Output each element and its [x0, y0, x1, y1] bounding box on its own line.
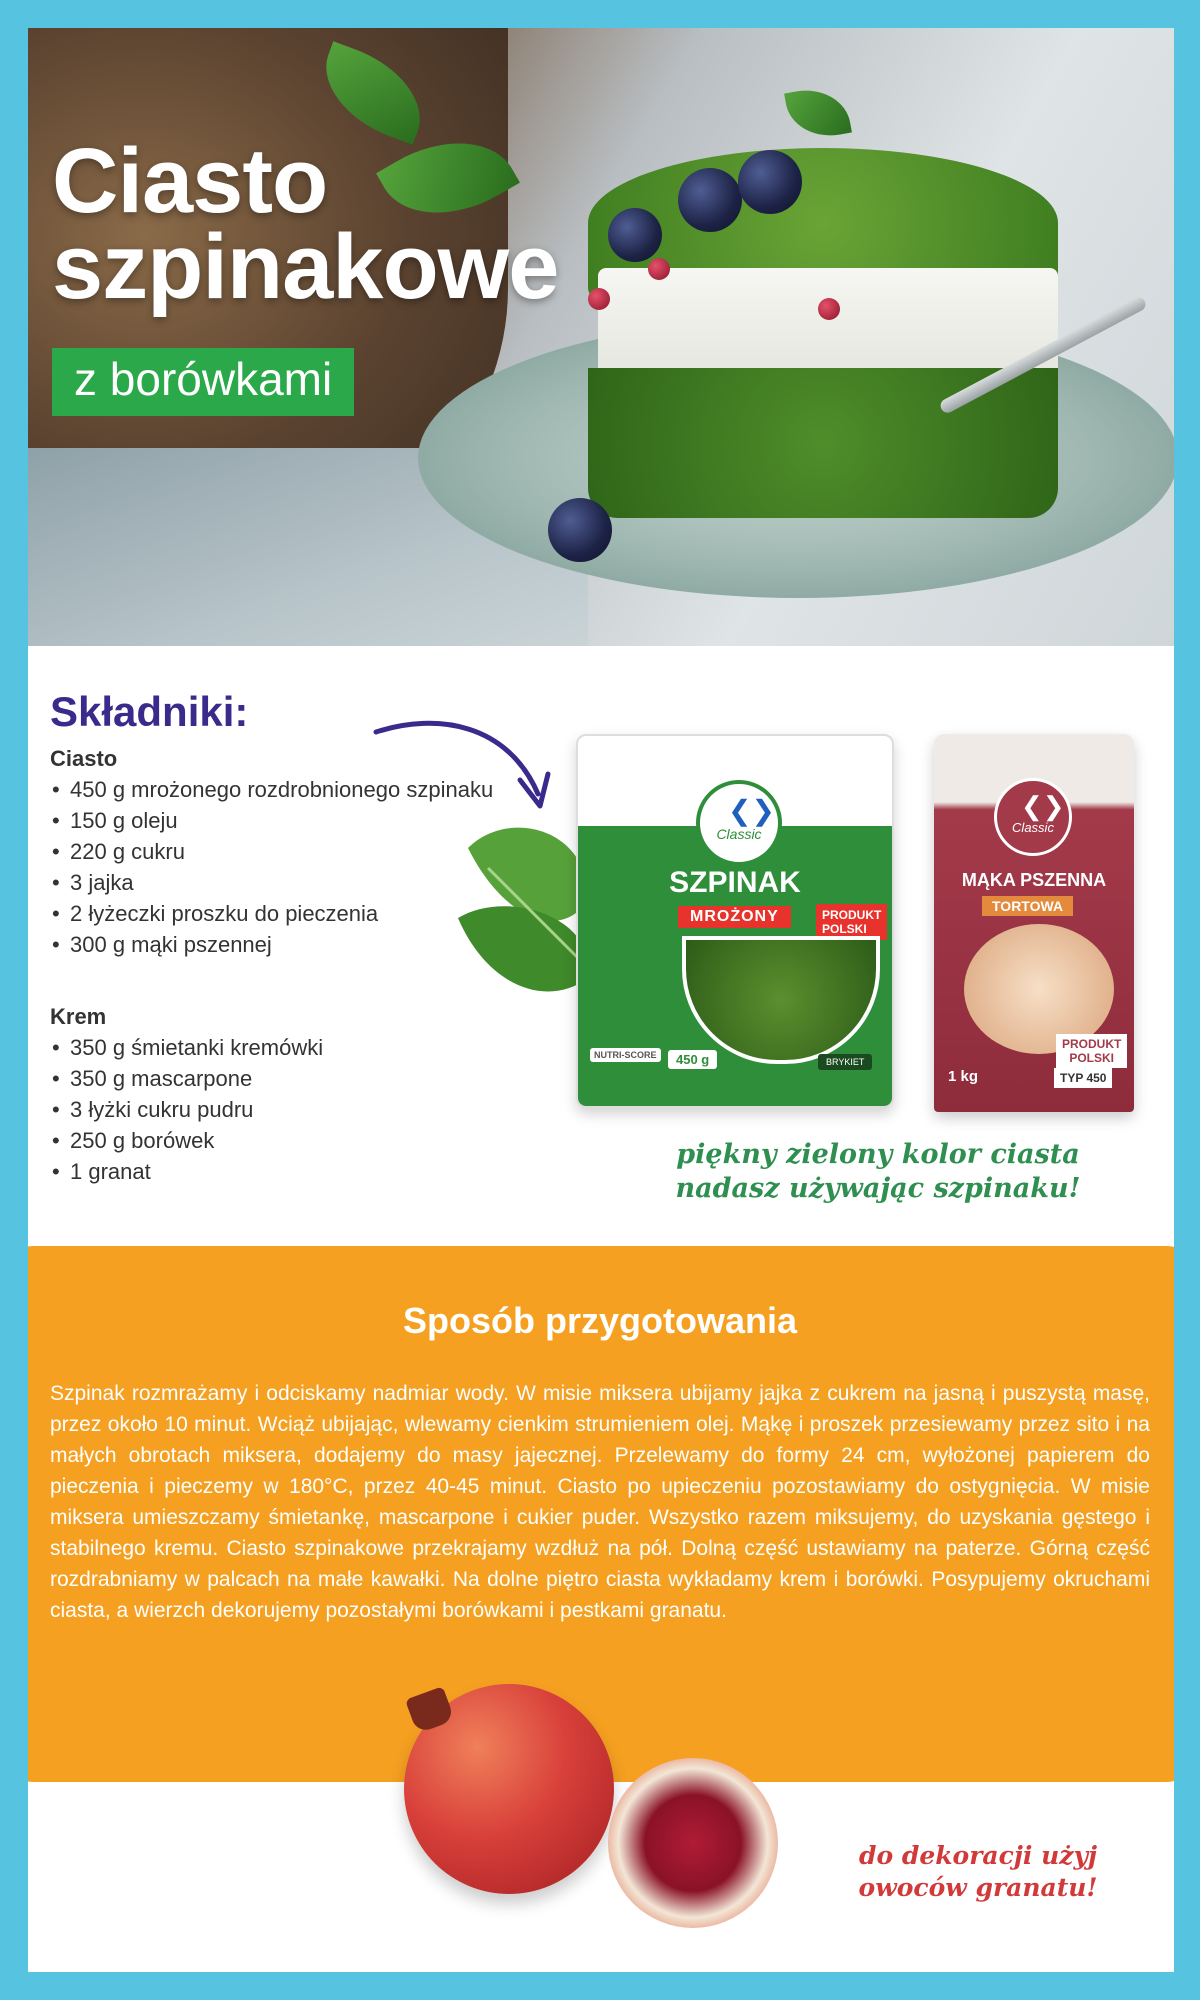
product-type: BRYKIET: [818, 1054, 872, 1070]
recipe-title: [52, 130, 559, 318]
preparation-heading: Sposób przygotowania: [402, 1300, 797, 1341]
spinach-tip-note: [658, 1138, 1098, 1206]
list-item: • 350 g mascarpone: [50, 1063, 510, 1094]
preparation-panel: [28, 1246, 1174, 1782]
list-item: • 3 łyżki cukru pudru: [50, 1094, 510, 1125]
list-item: • 150 g oleju: [50, 805, 510, 836]
note-line-1: piękny zielony kolor ciasta: [676, 1139, 1080, 1170]
preparation-text: Szpinak rozmrażamy i odciskamy nadmiar wody. W misie miksera ubijamy jajka z cukrem na jasną i puszystą masę, przez około 10 minut. Wciąż ubijając, wlewamy cienkim strumieniem olej. Mąkę i proszek przesiewamy przez sito i na małych obrotach miksera, dodajemy do masy jajecznej. Przelewamy do formy 24 cm, wyłożonej papierem do pieczenia i pieczemy w 180°C, przez 40-45 minut. Ciasto po upieczeniu pozostawiamy do ostygnięcia. W misie miksera umieszczamy śmietankę, mascarpone i cukier puder. Wszystko razem miksujemy, do uzyskania gęstego i stabilnego kremu. Ciasto szpinakowe przekrajamy wzdłuż na pół. Dolną część ustawiamy na paterze. Górną część rozdrabniamy w palcach na małe kawałki. Na dolne piętro ciasta wykładamy krem i borówki. Posypujemy okruchami ciasta, a wierzch dekorujemy pozostałymi borówkami i pestkami granatu.: [50, 1382, 1150, 1622]
cake-slice: [588, 148, 1058, 558]
pomegranate-half-image: [608, 1758, 778, 1928]
flour-type: TYP 450: [1054, 1068, 1112, 1088]
list-item: • 3 jajka: [50, 867, 510, 898]
list-item: • 1 granat: [50, 1156, 510, 1187]
list-item: • 2 łyżeczki proszku do pieczenia: [50, 898, 510, 929]
product-weight: 1 kg: [948, 1068, 979, 1085]
ingredients-heading: Składniki:: [50, 688, 249, 735]
pomegranate-seed: [588, 288, 610, 310]
recipe-subtitle: z borówkami: [52, 348, 354, 416]
product-weight: 450 g: [668, 1050, 717, 1069]
product-tag: MROŻONY: [678, 906, 791, 928]
carrefour-logo-icon: ❮❯: [728, 795, 775, 826]
spinach-product-pack: [576, 734, 894, 1108]
product-name: SZPINAK: [669, 866, 801, 899]
cream-ingredients-list: [50, 1032, 510, 1187]
blueberry: [678, 168, 742, 232]
pomegranate-seed: [648, 258, 670, 280]
list-item: • 300 g mąki pszennej: [50, 929, 510, 960]
blueberry: [738, 150, 802, 214]
title-line-1: Ciasto: [52, 130, 328, 232]
list-item: • 450 g mrożonego rozdrobnionego szpinaku: [50, 774, 510, 805]
list-item: • 220 g cukru: [50, 836, 510, 867]
polish-product-badge: [1056, 1034, 1127, 1068]
polish-product-badge: [816, 904, 887, 940]
blueberry: [608, 208, 662, 262]
product-name: MĄKA PSZENNA: [961, 870, 1107, 890]
brand-logo: [994, 778, 1072, 856]
hero-photo: [28, 28, 1174, 646]
flour-product-pack: [934, 734, 1134, 1112]
cake-section-heading: Ciasto: [50, 746, 118, 771]
brand-logo: [696, 780, 782, 866]
list-item: • 250 g borówek: [50, 1125, 510, 1156]
product-tag: TORTOWA: [982, 896, 1073, 916]
note-line-2: nadasz używając szpinaku!: [675, 1173, 1081, 1204]
note-line-2: owoców granatu!: [858, 1873, 1098, 1902]
brand-name: Classic: [1012, 820, 1054, 835]
badge-line-2: POLSKI: [822, 922, 867, 936]
cake-cream-layer: [598, 268, 1058, 378]
list-item: • 350 g śmietanki kremówki: [50, 1032, 510, 1063]
mint-leaf: [784, 83, 852, 143]
brand-name: Classic: [716, 826, 762, 842]
carrefour-logo-icon: ❮❯: [1021, 791, 1065, 821]
badge-line-2: POLSKI: [1069, 1051, 1114, 1065]
badge-line-1: PRODUKT: [822, 908, 882, 922]
pomegranate-seed: [818, 298, 840, 320]
nutri-score-label: NUTRI-SCORE: [590, 1048, 661, 1062]
cream-section-heading: Krem: [50, 1004, 107, 1029]
title-line-2: szpinakowe: [52, 216, 559, 318]
recipe-card: [28, 28, 1174, 1972]
note-line-1: do dekoracji użyj: [858, 1841, 1098, 1870]
blueberry: [548, 498, 612, 562]
badge-line-1: PRODUKT: [1062, 1037, 1122, 1051]
pomegranate-tip-note: [828, 1840, 1128, 1904]
